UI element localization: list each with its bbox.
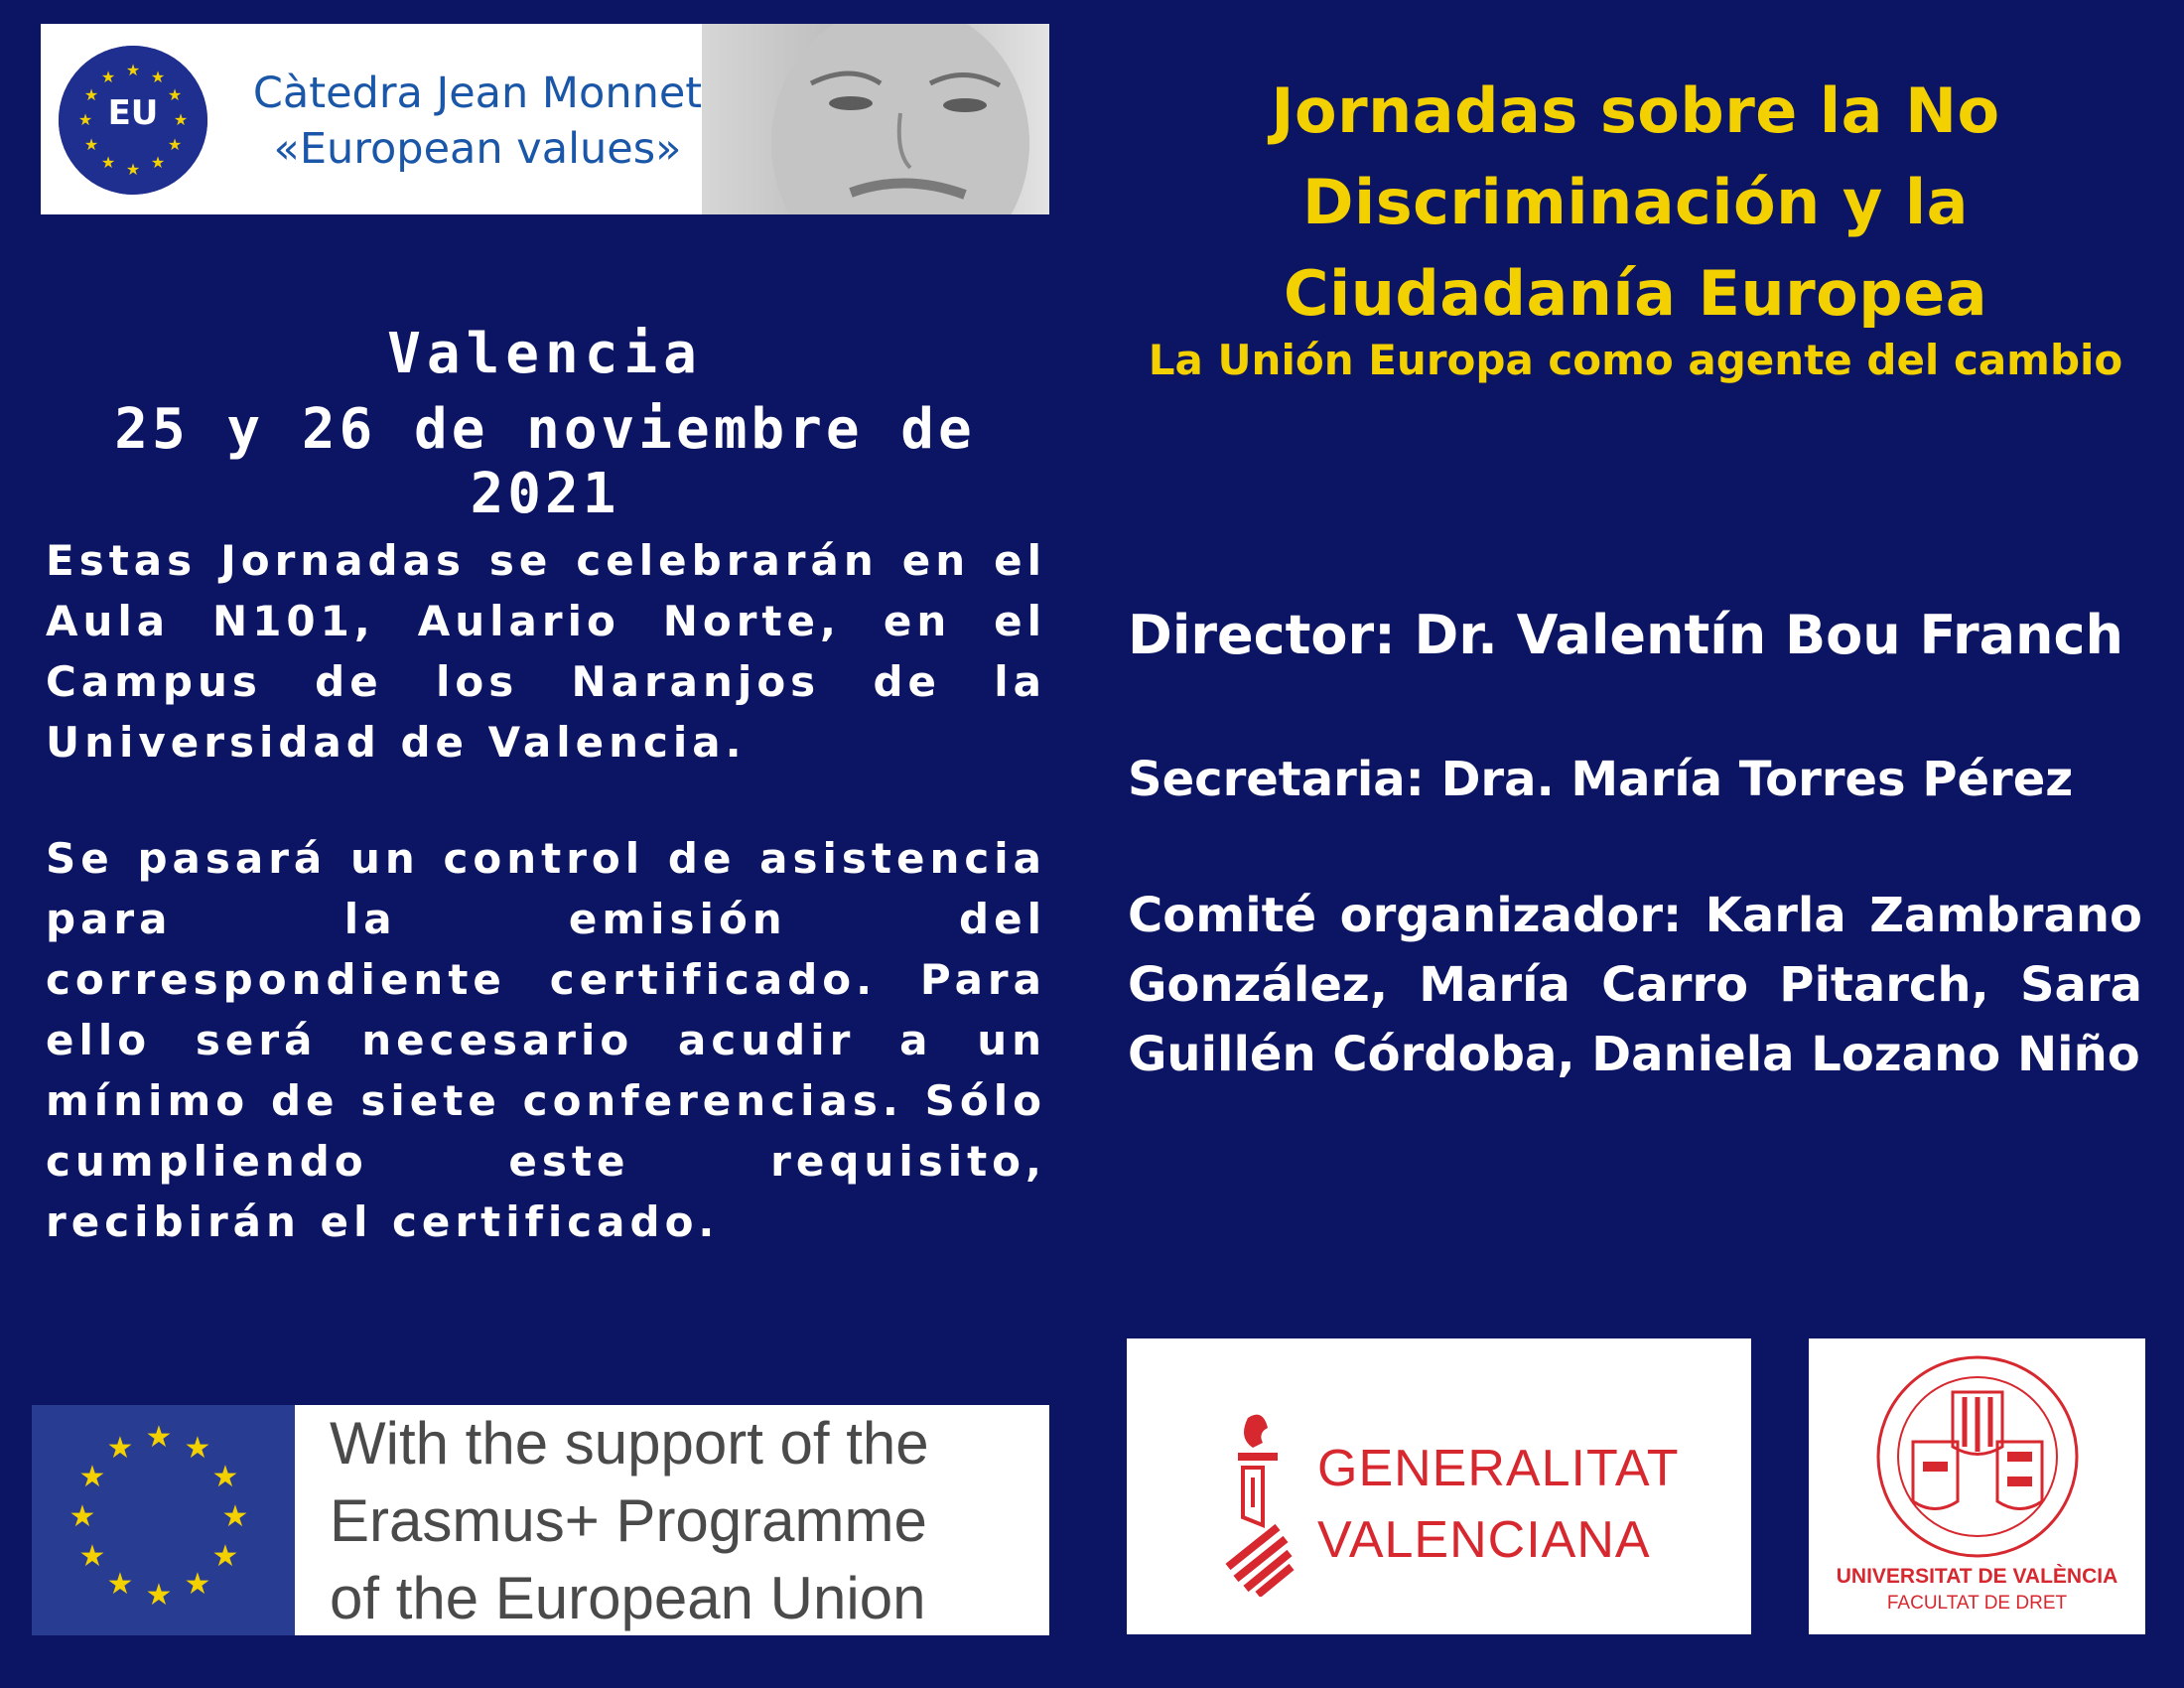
erasmus-logo xyxy=(32,1405,1049,1635)
event-place: Valencia xyxy=(387,322,703,386)
svg-text:★: ★ xyxy=(78,1460,106,1494)
svg-text:★: ★ xyxy=(83,135,99,154)
eu-flag-icon xyxy=(32,1405,295,1635)
secretaria-line: Secretaria: Dra. María Torres Pérez xyxy=(1128,752,2074,807)
svg-text:★: ★ xyxy=(184,1567,211,1602)
svg-text:★: ★ xyxy=(68,1499,96,1534)
gv-line2: VALENCIANA xyxy=(1317,1511,1651,1569)
svg-text:★: ★ xyxy=(125,160,141,179)
banner-title xyxy=(229,66,726,177)
svg-text:★: ★ xyxy=(167,85,183,104)
jean-monnet-banner xyxy=(41,24,1049,214)
university-name: UNIVERSITAT DE VALÈNCIA xyxy=(1836,1565,2118,1588)
svg-text:★: ★ xyxy=(106,1431,134,1466)
director-line: Director: Dr. Valentín Bou Franch xyxy=(1128,604,2123,666)
svg-text:★: ★ xyxy=(78,1539,106,1574)
erasmus-line2: Erasmus+ Programme xyxy=(330,1487,927,1554)
event-date: 25 y 26 de noviembre de 2021 xyxy=(114,397,976,526)
portrait-photo xyxy=(702,24,1049,214)
attendance-paragraph: Se pasará un control de asistencia para la emisión del correspondiente certificado. Para ello será necesario acudir a un mínimo de siete conferencias. Sólo cumpliendo este requisito, recibirán el certificado. xyxy=(46,834,1046,1246)
svg-text:★: ★ xyxy=(167,135,183,154)
svg-text:★: ★ xyxy=(106,1567,134,1602)
erasmus-line1: With the support of the xyxy=(330,1410,929,1477)
event-subtitle: La Unión Europa como agente del cambio xyxy=(1148,336,2123,384)
svg-text:★: ★ xyxy=(100,68,116,86)
universitat-valencia-logo xyxy=(1809,1338,2145,1634)
svg-text:★: ★ xyxy=(150,153,166,172)
university-seal-icon xyxy=(1873,1352,2082,1561)
svg-text:★: ★ xyxy=(211,1460,239,1494)
svg-text:★: ★ xyxy=(173,110,189,129)
gv-line1: GENERALITAT xyxy=(1317,1440,1680,1497)
eu-badge-label: EU xyxy=(107,93,159,133)
svg-text:★: ★ xyxy=(145,1420,173,1455)
erasmus-line3: of the European Union xyxy=(330,1565,926,1631)
generalitat-valenciana-logo xyxy=(1127,1338,1751,1634)
generalitat-emblem-icon xyxy=(1218,1408,1327,1597)
event-title: Jornadas sobre la No Discriminación y la Ciudadanía Europea xyxy=(1271,74,2000,330)
svg-text:★: ★ xyxy=(211,1539,239,1574)
svg-text:★: ★ xyxy=(77,110,93,129)
svg-text:★: ★ xyxy=(184,1431,211,1466)
banner-title-line2: «European values» xyxy=(273,124,682,174)
svg-text:★: ★ xyxy=(150,68,166,86)
generalitat-wordmark xyxy=(1317,1433,1734,1576)
venue-paragraph: Estas Jornadas se celebrarán en el Aula N101, Aulario Norte, en el Campus de los Naranjos de la Universidad de Valencia. xyxy=(46,536,1046,767)
svg-text:★: ★ xyxy=(221,1499,249,1534)
banner-title-line1: Càtedra Jean Monnet xyxy=(252,69,703,118)
eu-stars-logo xyxy=(59,46,207,195)
svg-text:★: ★ xyxy=(145,1578,173,1613)
organizing-committee: Comité organizador: Karla Zambrano González, María Carro Pitarch, Sara Guillén Córdoba, Daniela Lozano Niño xyxy=(1128,888,2142,1082)
erasmus-support-text xyxy=(330,1405,1049,1637)
svg-text:★: ★ xyxy=(83,85,99,104)
svg-text:★: ★ xyxy=(125,61,141,79)
svg-text:★: ★ xyxy=(100,153,116,172)
faculty-name: FACULTAT DE DRET xyxy=(1886,1593,2068,1614)
